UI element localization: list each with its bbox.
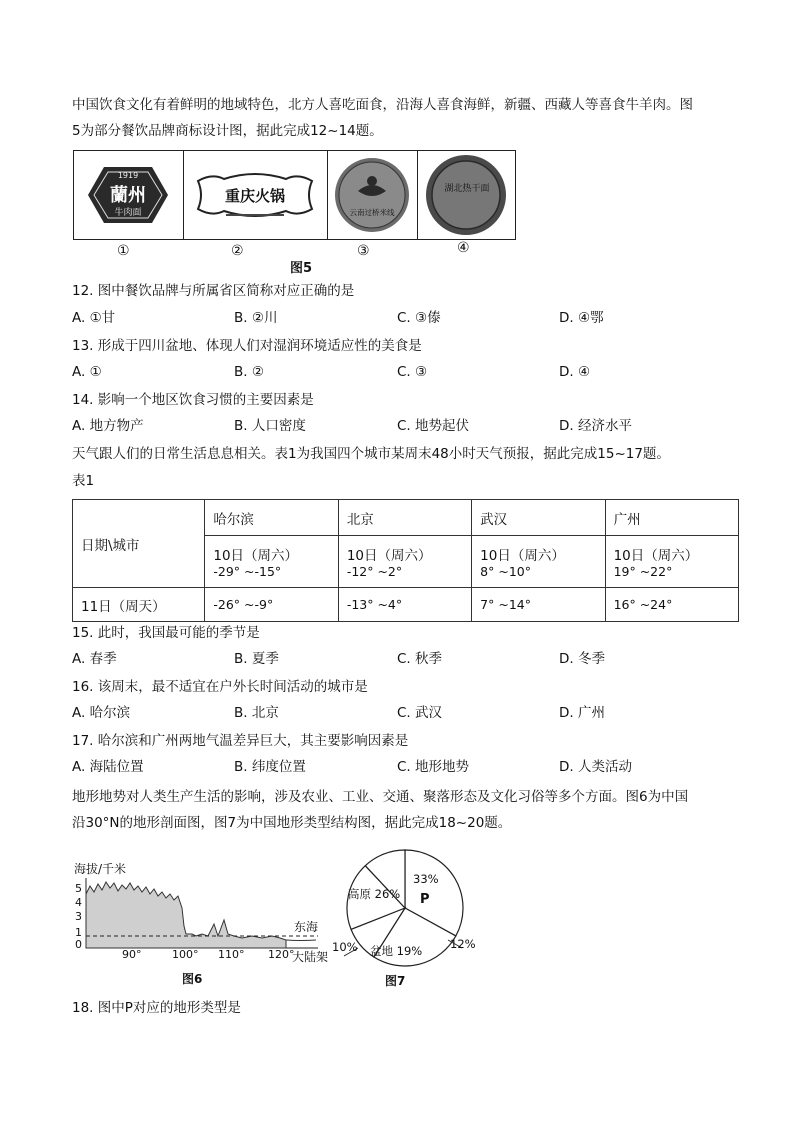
weather-table xyxy=(72,499,739,622)
question-17-options xyxy=(72,755,732,779)
option-d: D. 冬季 xyxy=(559,651,605,667)
y-tick: 3 xyxy=(75,910,82,923)
table-header-cell: 日期\城市 xyxy=(73,500,205,588)
shelf-label: 大陆架 xyxy=(292,950,329,964)
slice-label: 盆地 19% xyxy=(370,944,423,958)
option-a: A. ①甘 xyxy=(72,310,116,326)
intro-line: 沿30°N的地形剖面图，图7为中国地形类型结构图，据此完成18~20题。 xyxy=(72,815,512,831)
x-tick: 120° xyxy=(268,948,295,961)
logo-year: 1919 xyxy=(117,171,139,180)
y-tick: 0 xyxy=(75,938,82,951)
option-c: C. 地形地势 xyxy=(397,759,470,775)
option-b: B. 北京 xyxy=(234,705,279,721)
question-18: 18. 图中P对应的地形类型是 xyxy=(72,1000,241,1016)
option-a: A. 海陆位置 xyxy=(72,759,144,775)
temp-range: 19° ~22° xyxy=(613,563,673,579)
y-tick: 5 xyxy=(75,882,82,895)
figure-6-caption: 图6 xyxy=(182,972,203,986)
question-12-options xyxy=(72,306,732,330)
logo-number: ③ xyxy=(357,243,370,259)
logo-subtitle: 牛肉面 xyxy=(114,208,142,218)
table-cell xyxy=(605,536,738,588)
logo-title: 云南过桥米线 xyxy=(349,208,395,217)
option-d: D. 广州 xyxy=(559,705,605,721)
logo-title: 湖北热干面 xyxy=(444,184,490,194)
option-a: A. ① xyxy=(72,364,102,380)
figure-7-caption: 图7 xyxy=(385,974,406,988)
temp-range: -26° ~-9° xyxy=(205,588,338,622)
city-header: 广州 xyxy=(605,500,738,536)
slice-label: 12% xyxy=(450,937,476,951)
y-tick: 1 xyxy=(75,926,82,939)
question-15-options xyxy=(72,647,732,671)
day-label: 10日（周六） xyxy=(346,547,432,564)
logo-title: 蘭州 xyxy=(110,185,146,206)
option-a: A. 哈尔滨 xyxy=(72,705,131,721)
figure-6-profile xyxy=(72,856,332,986)
x-tick: 100° xyxy=(172,948,199,961)
day-label: 10日（周六） xyxy=(480,547,565,564)
option-d: D. 经济水平 xyxy=(559,418,632,434)
option-b: B. 纬度位置 xyxy=(234,759,306,775)
intro-paragraph-1 xyxy=(72,92,732,144)
figure-5-logos xyxy=(73,150,516,240)
temp-range: 8° ~10° xyxy=(480,563,531,579)
option-b: B. ②川 xyxy=(234,310,278,326)
logo-hubei xyxy=(418,151,517,239)
question-13-options xyxy=(72,360,732,384)
x-tick: 90° xyxy=(122,948,142,961)
temp-range: -29° ~-15° xyxy=(213,563,282,579)
option-a: A. 地方物产 xyxy=(72,418,144,434)
option-c: C. 地势起伏 xyxy=(397,418,470,434)
day-label: 10日（周六） xyxy=(213,547,299,564)
slice-label: 33% xyxy=(413,872,439,886)
intro-line: 5为部分餐饮品牌商标设计图，据此完成12~14题。 xyxy=(72,123,383,139)
question-16-options xyxy=(72,701,732,725)
figure-7-pie xyxy=(330,840,480,990)
terrain-profile xyxy=(86,882,286,948)
y-tick: 4 xyxy=(75,896,82,909)
logo-title: 重庆火锅 xyxy=(224,187,285,205)
option-b: B. 夏季 xyxy=(234,651,279,667)
option-a: A. 春季 xyxy=(72,651,117,667)
logo-number: ④ xyxy=(457,240,470,256)
city-header: 武汉 xyxy=(472,500,605,536)
question-17: 17. 哈尔滨和广州两地气温差异巨大，其主要影响因素是 xyxy=(72,733,409,749)
sea-label: 东海 xyxy=(294,920,319,934)
option-c: C. ③傣 xyxy=(397,310,441,326)
question-14: 14. 影响一个地区饮食习惯的主要因素是 xyxy=(72,392,314,408)
city-header: 北京 xyxy=(338,500,471,536)
temp-range: -12° ~2° xyxy=(346,563,403,579)
table-cell xyxy=(338,536,471,588)
intro-line: 地形地势对人类生产生活的影响，涉及农业、工业、交通、聚落形态及文化习俗等多个方面。图6为中国 xyxy=(72,789,689,805)
logo-number: ② xyxy=(231,243,244,259)
option-c: C. ③ xyxy=(397,364,428,380)
temp-range: -13° ~4° xyxy=(338,588,471,622)
logo-lanzhou xyxy=(74,151,184,239)
temp-range: 16° ~24° xyxy=(605,588,738,622)
temp-range: 7° ~14° xyxy=(472,588,605,622)
option-b: B. 人口密度 xyxy=(234,418,306,434)
logo-number: ① xyxy=(117,243,130,259)
option-c: C. 武汉 xyxy=(397,705,443,721)
table-cell xyxy=(472,536,605,588)
option-d: D. 人类活动 xyxy=(559,759,632,775)
slice-label: 高原 26% xyxy=(348,887,401,901)
figure-5-caption: 图5 xyxy=(290,261,313,276)
intro-paragraph-2: 天气跟人们的日常生活息息相关。表1为我国四个城市某周末48小时天气预报，据此完成15~17题。 xyxy=(72,446,670,462)
y-axis-label: 海拔/千米 xyxy=(74,862,127,876)
slice-label: P xyxy=(420,892,430,907)
question-12: 12. 图中餐饮品牌与所属省区简称对应正确的是 xyxy=(72,283,355,299)
question-16: 16. 该周末，最不适宜在户外长时间活动的城市是 xyxy=(72,679,368,695)
option-c: C. 秋季 xyxy=(397,651,443,667)
x-tick: 110° xyxy=(218,948,245,961)
day-label: 11日（周天） xyxy=(73,588,205,622)
question-13: 13. 形成于四川盆地、体现人们对湿润环境适应性的美食是 xyxy=(72,338,422,354)
option-d: D. ④ xyxy=(559,364,591,380)
question-15: 15. 此时，我国最可能的季节是 xyxy=(72,625,260,641)
city-header: 哈尔滨 xyxy=(205,500,338,536)
option-b: B. ② xyxy=(234,364,264,380)
logo-yunnan xyxy=(328,151,418,239)
intro-line: 中国饮食文化有着鲜明的地域特色，北方人喜吃面食，沿海人喜食海鲜，新疆、西藏人等喜食牛羊肉。图 xyxy=(72,97,693,113)
table-cell xyxy=(205,536,338,588)
slice-label: 10% xyxy=(332,940,358,954)
day-label: 10日（周六） xyxy=(613,547,699,564)
table-1-label: 表1 xyxy=(72,473,95,489)
intro-paragraph-3 xyxy=(72,784,732,836)
question-14-options xyxy=(72,414,732,438)
logo-chongqing xyxy=(184,151,328,239)
option-d: D. ④鄂 xyxy=(559,310,604,326)
